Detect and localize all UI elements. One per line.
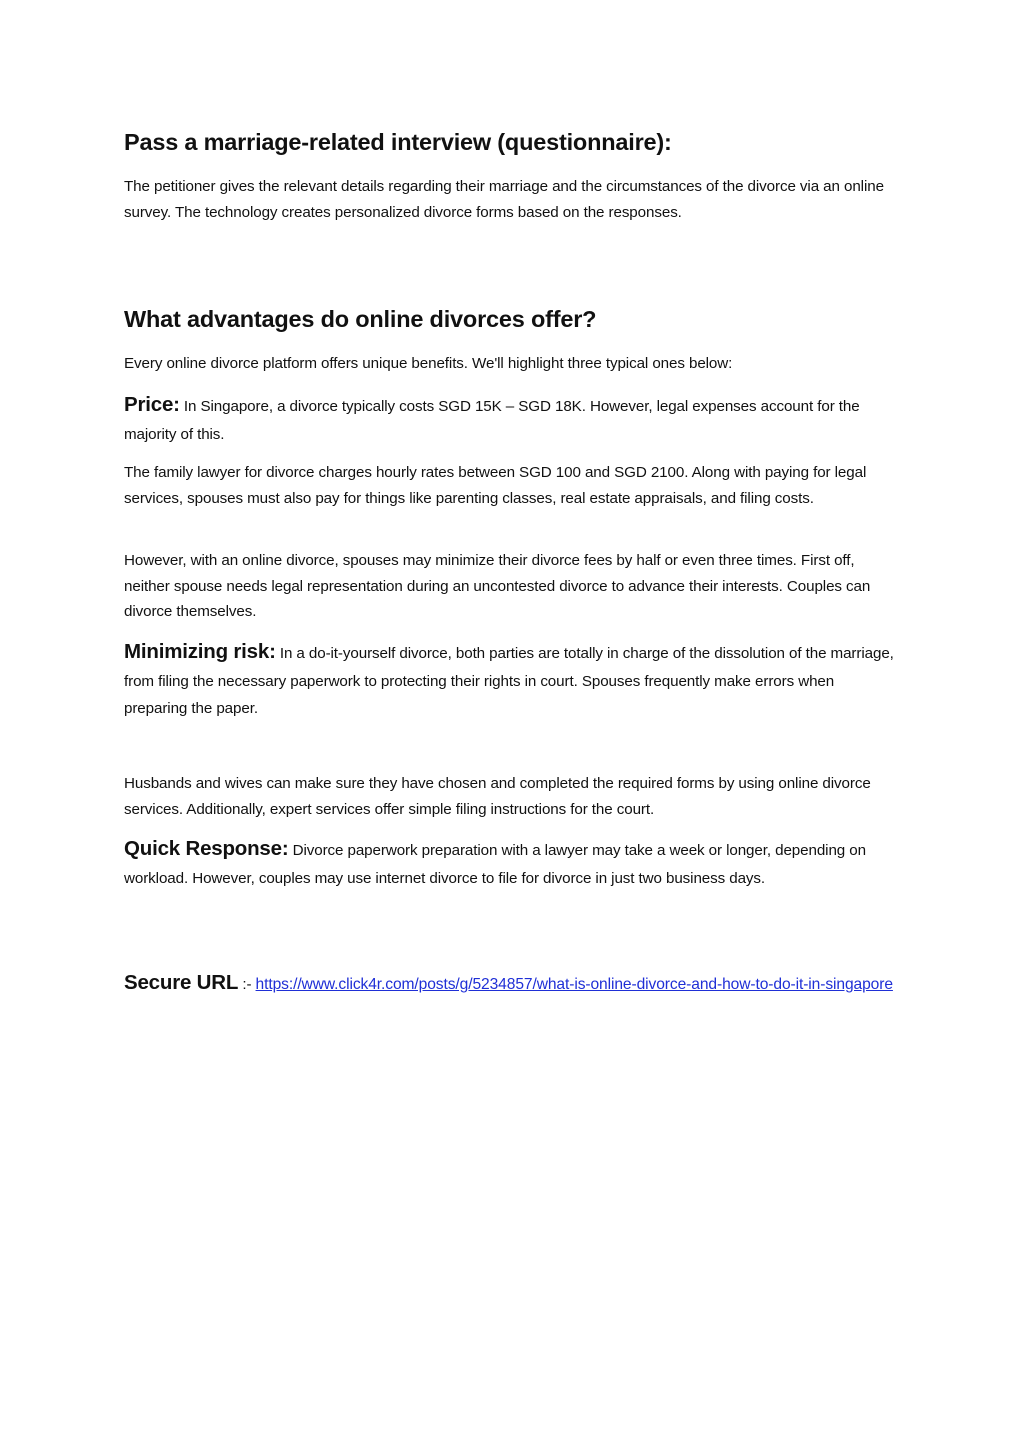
quick-response-paragraph [124,835,900,892]
online-savings-paragraph: However, with an online divorce, spouses may minimize their divorce fees by half or even three times. First off, neither spouse needs legal representation during an uncontested divorce to advance their interests. Couples can divorce themselves. [124,552,871,620]
section-heading-advantages: What advantages do online divorces offer? [124,306,597,332]
risk-paragraph [124,638,900,723]
price-label: Price: [124,393,180,416]
forms-paragraph: Husbands and wives can make sure they have chosen and completed the required forms by using online divorce services. Additionally, expert services offer simple filing instructions for the court. [124,775,871,818]
interview-paragraph: The petitioner gives the relevant details regarding their marriage and the circumstances of the divorce via an online survey. The technology creates personalized divorce forms based on the responses. [124,178,884,221]
risk-label: Minimizing risk: [124,640,276,663]
lawyer-fees-paragraph: The family lawyer for divorce charges hourly rates between SGD 100 and SGD 2100. Along with paying for legal services, spouses must also pay for things like parenting classes, real estate appraisals, and filing costs. [124,464,867,507]
quick-response-text: Divorce paperwork preparation with a lawyer may take a week or longer, depending on workload. However, couples may use internet divorce to file for divorce in just two business days. [124,842,866,887]
price-text: In Singapore, a divorce typically costs SGD 15K – SGD 18K. However, legal expenses account for the majority of this. [124,398,860,443]
secure-url-label: Secure URL [124,971,239,994]
quick-response-label: Quick Response: [124,837,289,860]
risk-text: In a do-it-yourself divorce, both parties are totally in charge of the dissolution of the marriage, from filing the necessary paperwork to protecting their rights in court. Spouses frequently make errors when preparing the paper. [124,645,894,717]
advantages-intro-paragraph: Every online divorce platform offers unique benefits. We'll highlight three typical ones below: [124,355,733,372]
section-heading-interview: Pass a marriage-related interview (questionnaire): [124,129,672,155]
secure-url-separator: :- [238,976,256,993]
price-paragraph [124,391,900,448]
secure-url-link[interactable]: https://www.click4r.com/posts/g/5234857/what-is-online-divorce-and-how-to-do-it-in-singapore [255,976,893,993]
secure-url-paragraph [124,969,900,999]
